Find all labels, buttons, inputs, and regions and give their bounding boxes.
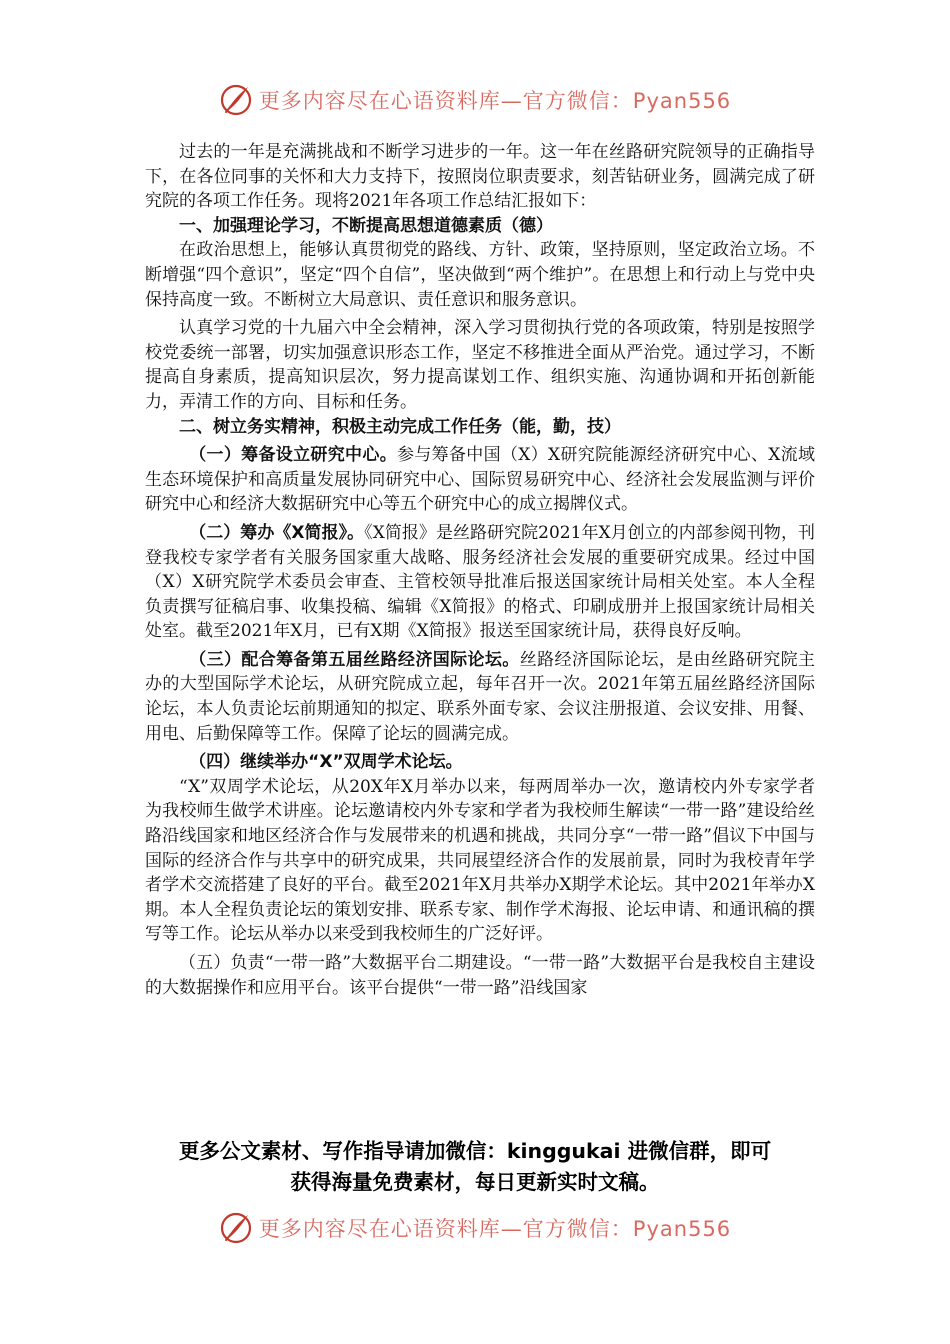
item-1: [145, 443, 815, 517]
item-3: [145, 648, 815, 746]
intro-paragraph: 过去的一年是充满挑战和不断学习进步的一年。这一年在丝路研究院领导的正确指导下，在各位同事的关怀和大力支持下，按照岗位职责要求，刻苦钻研业务，圆满完成了研究院的各项工作任务。现将2021年各项工作总结汇报如下：: [145, 142, 815, 212]
promo-line-1: 更多公文素材、写作指导请加微信：kinggukai 进微信群，即可: [178, 1139, 772, 1163]
item-4-lead: （四）继续举办“X”双周学术论坛。: [189, 752, 463, 773]
document-body: [145, 140, 815, 1000]
section-heading-1: 一、加强理论学习，不断提高思想道德素质（德）: [179, 215, 553, 236]
watermark-text: 更多内容尽在心语资料库—官方微信：Pyan556: [258, 89, 732, 113]
item-3-text: 丝路经济国际论坛，是由丝路研究院主办的大型国际学术论坛，从研究院成立起，每年召开一次。2021年第五届丝路经济国际论坛，本人负责论坛前期通知的拟定、联系外面专家、会议注册报道、会议安排、用餐、用电、后勤保障等工作。保障了论坛的圆满完成。: [145, 649, 816, 744]
item-5-text: （五）负责“一带一路”大数据平台二期建设。“一带一路”大数据平台是我校自主建设的大数据操作和应用平台。该平台提供“一带一路”沿线国家: [145, 953, 815, 998]
item-3-lead: （三）配合筹备第五届丝路经济国际论坛。: [189, 649, 520, 670]
item-2-lead: （二）筹办《X简报》。: [189, 522, 365, 543]
top-watermark: [0, 78, 950, 122]
feather-pen-icon: [219, 83, 253, 117]
feather-pen-icon: [219, 1211, 253, 1245]
promo-line-2: 获得海量免费素材，每日更新实时文稿。: [290, 1170, 660, 1194]
bottom-watermark: [0, 1206, 950, 1250]
promo-notice: [100, 1136, 850, 1198]
item-4-text: “X”双周学术论坛，从20X年X月举办以来，每两周举办一次，邀请校内外专家学者为我校师生做学术讲座。论坛邀请校内外专家和学者为我校师生解读“一带一路”建设给丝路沿线国家和地区经济合作与发展带来的机遇和挑战，共同分享“一带一路”倡议下中国与国际的经济合作与共享中的研究成果，共同展望经济合作的发展前景，同时为我校青年学者学术交流搭建了良好的平台。截至2021年X月共举办X期学术论坛。其中2021年举办X期。本人全程负责论坛的策划安排、联系专家、制作学术海报、论坛申请、和通讯稿的撰写等工作。论坛从举办以来受到我校师生的广泛好评。: [145, 776, 815, 945]
item-4-heading: [145, 750, 815, 775]
item-2-text: 《X简报》是丝路研究院2021年X月创立的内部参阅刊物，刊登我校专家学者有关服务国家重大战略、服务经济社会发展的重要研究成果。经过中国（X）X研究院学术委员会审查、主管校领导批准后报送国家统计局相关处室。本人全程负责撰写征稿启事、收集投稿、编辑《X简报》的格式、印刷成册并上报国家统计局相关处室。截至2021年X月，已有X期《X简报》报送至国家统计局，获得良好反响。: [145, 522, 815, 642]
item-1-lead: （一）筹备设立研究中心。: [189, 445, 398, 466]
section1-paragraph-1: 在政治思想上，能够认真贯彻党的路线、方针、政策，坚持原则，坚定政治立场。不断增强“四个意识”，坚定“四个自信”，坚决做到“两个维护”。在思想上和行动上与党中央保持高度一致。不断树立大局意识、责任意识和服务意识。: [145, 240, 815, 310]
section1-paragraph-2: 认真学习党的十九届六中全会精神，深入学习贯彻执行党的各项政策，特别是按照学校党委统一部署，切实加强意识形态工作，坚定不移推进全面从严治党。通过学习，不断提高自身素质，提高知识层次，努力提高谋划工作、组织实施、沟通协调和开拓创新能力，弄清工作的方向、目标和任务。: [145, 318, 815, 412]
section-heading-2: 二、树立务实精神，积极主动完成工作任务（能，勤，技）: [179, 416, 621, 437]
watermark-text: 更多内容尽在心语资料库—官方微信：Pyan556: [258, 1217, 732, 1241]
item-2: [145, 521, 815, 644]
item-1-text: 参与筹备中国（X）X研究院能源经济研究中心、X流域生态环境保护和高质量发展协同研究中心、国际贸易研究中心、经济社会发展监测与评价研究中心和经济大数据研究中心等五个研究中心的成立揭牌仪式。: [145, 445, 816, 515]
